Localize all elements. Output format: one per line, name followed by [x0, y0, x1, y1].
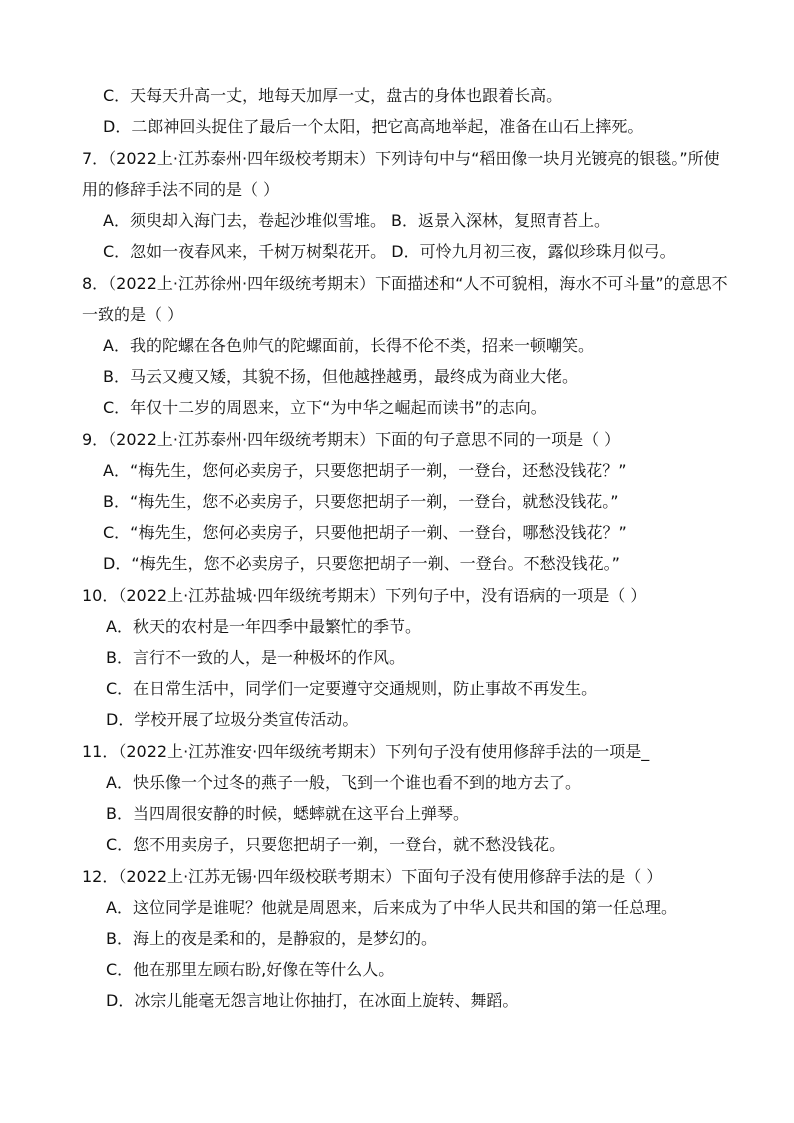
option-11c: C．您不用卖房子，只要您把胡子一剃，一登台，就不愁没钱花。 [106, 835, 566, 854]
question-7-stem-cont: 用的修辞手法不同的是（ ） [82, 180, 280, 199]
option-9d: D．“梅先生，您不必卖房子，只要您把胡子一剃、一登台。不愁没钱花。” [103, 554, 620, 573]
question-10-stem: 10．（2022上·江苏盐城·四年级统考期末）下列句子中，没有语病的一项是（ ） [82, 586, 647, 605]
question-11-stem: 11．（2022上·江苏淮安·四年级统考期末）下列句子没有使用修辞手法的一项是_ [82, 742, 650, 761]
question-8-stem-cont: 一致的是（ ） [82, 305, 184, 324]
option-8b: B．马云又瘦又矮，其貌不扬，但他越挫越勇，最终成为商业大佬。 [103, 367, 578, 386]
option-10b: B．言行不一致的人，是一种极坏的作风。 [106, 648, 405, 667]
option-10a: A．秋天的农村是一年四季中最繁忙的季节。 [106, 617, 421, 636]
option-12d: D．冰宗儿能毫无怨言地让你抽打，在冰面上旋转、舞蹈。 [106, 991, 519, 1010]
option-9c: C．“梅先生，您何必卖房子，只要他把胡子一剃、一登台，哪愁没钱花？” [103, 523, 627, 542]
option-8a: A．我的陀螺在各色帅气的陀螺面前，长得不伦不类，招来一顿嘲笑。 [103, 336, 594, 355]
option-9b: B．“梅先生，您不必卖房子，只要您把胡子一剃，一登台，就愁没钱花。” [103, 492, 619, 511]
option-6c: C．天每天升高一丈，地每天加厚一丈，盘古的身体也跟着长高。 [103, 86, 563, 105]
option-10d: D．学校开展了垃圾分类宣传活动。 [106, 710, 359, 729]
option-9a: A．“梅先生，您何必卖房子，只要您把胡子一剃，一登台，还愁没钱花？” [103, 461, 627, 480]
option-10c: C．在日常生活中，同学们一定要遵守交通规则，防止事故不再发生。 [106, 679, 598, 698]
question-7-stem: 7．（2022上·江苏泰州·四年级校考期末）下列诗句中与“稻田像一块月光镀亮的银毯。”所使 [82, 149, 720, 168]
question-8-stem: 8．（2022上·江苏徐州·四年级统考期末）下面描述和“人不可貌相，海水不可斗量”的意思不 [82, 274, 728, 293]
question-12-stem: 12．（2022上·江苏无锡·四年级校联考期末）下面句子没有使用修辞手法的是（ ） [82, 867, 663, 886]
option-7cd: C．忽如一夜春风来，千树万树梨花开。 D．可怜九月初三夜，露似珍珠月似弓。 [103, 242, 676, 261]
option-6d: D．二郎神回头捉住了最后一个太阳，把它高高地举起，准备在山石上摔死。 [103, 117, 644, 136]
option-11b: B．当四周很安静的时候，蟋蟀就在这平台上弹琴。 [106, 804, 469, 823]
option-12b: B．海上的夜是柔和的，是静寂的，是梦幻的。 [106, 929, 437, 948]
option-7ab: A．须臾却入海门去，卷起沙堆似雪堆。 B．返景入深林，复照青苔上。 [103, 211, 611, 230]
option-12a: A．这位同学是谁呢？他就是周恩来，后来成为了中华人民共和国的第一任总理。 [106, 898, 677, 917]
option-8c: C．年仅十二岁的周恩来，立下“为中华之崛起而读书”的志向。 [103, 398, 547, 417]
option-12c: C．他在那里左顾右盼,好像在等什么人。 [106, 960, 395, 979]
option-11a: A．快乐像一个过冬的燕子一般，飞到一个谁也看不到的地方去了。 [106, 773, 581, 792]
question-9-stem: 9．（2022上·江苏泰州·四年级统考期末）下面的句子意思不同的一项是（ ） [82, 430, 621, 449]
